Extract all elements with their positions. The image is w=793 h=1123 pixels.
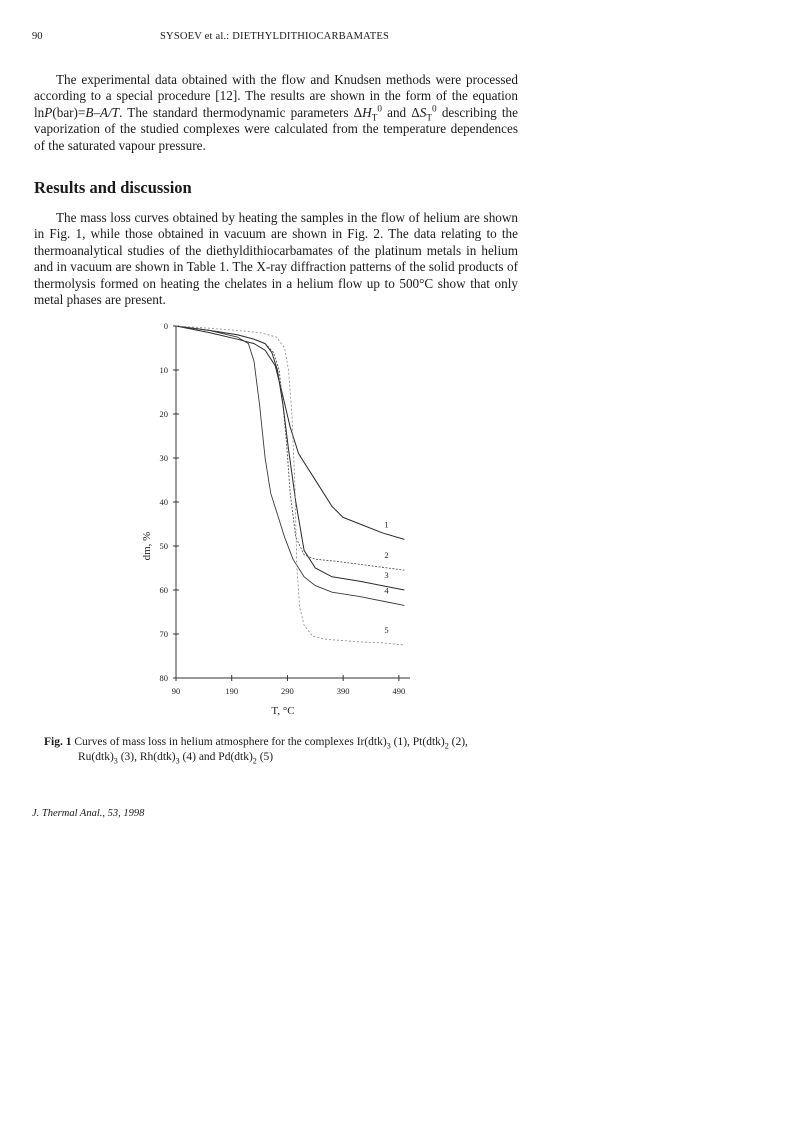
- running-title: SYSOEV et al.: DIETHYLDITHIOCARBAMATES: [160, 31, 390, 42]
- curve-label-5: 5: [384, 625, 389, 635]
- y-tick-label: 60: [159, 585, 168, 595]
- y-tick-label: 50: [159, 541, 168, 551]
- x-tick-label: 490: [392, 686, 406, 696]
- curve-label-2: 2: [384, 550, 389, 561]
- section-heading: Results and discussion: [34, 178, 192, 197]
- curve-label-1: 1: [384, 519, 389, 530]
- x-tick-label: 290: [281, 686, 294, 696]
- y-tick-label: 0: [163, 321, 168, 331]
- y-tick-label: 40: [159, 497, 168, 507]
- x-tick-label: 390: [336, 686, 350, 696]
- figure-caption: Fig. 1 Curves of mass loss in helium atmosphere for the complexes $Ir(dtk)_3$ (1), $Pt(dtk)_2$ (2), $Ru(dtk)_3$ (3), $Rh(dtk)_3$ (4) and $Pd(dtk)_2$ (5): [44, 736, 468, 766]
- curve-label-3: 3: [384, 570, 389, 580]
- curve-1: [176, 326, 404, 539]
- curve-3: [176, 326, 404, 590]
- y-tick-label: 30: [159, 453, 168, 463]
- x-axis-label: T, °C: [271, 705, 295, 717]
- curve-5: [176, 326, 404, 645]
- curve-4: [176, 326, 404, 605]
- paragraph-methods: The experimental data obtained with the flow and Knudsen methods were processed according to a special procedure [12]. The results are shown in the form of the equation lnP(bar)=B–A/T. The standard thermodynamic parameters $\Delta H_T^0$ and $\Delta S_T^0$ describing the vaporization of the studied complexes were calculated from the temperature dependences of the saturated vapour pressure.: [34, 72, 519, 153]
- y-axis-label: dm, %: [141, 531, 153, 561]
- y-tick-label: 80: [159, 673, 168, 683]
- y-tick-label: 70: [159, 629, 168, 639]
- figure-label: Fig. 1: [44, 736, 72, 748]
- mass-loss-chart: [120, 318, 420, 718]
- journal-footer: J. Thermal Anal., 53, 1998: [32, 808, 145, 819]
- y-tick-label: 20: [159, 409, 168, 419]
- x-tick-label: 90: [171, 686, 181, 696]
- curve-2: [176, 326, 404, 570]
- running-header: [0, 31, 793, 47]
- y-tick-label: 10: [159, 365, 168, 375]
- x-tick-label: 190: [225, 686, 239, 696]
- page-number: 90: [32, 31, 43, 42]
- curve-label-4: 4: [384, 585, 389, 596]
- paragraph-results: The mass loss curves obtained by heating the samples in the flow of helium are shown in Fig. 1, while those obtained in vacuum are shown in Fig. 2. The data relating to the thermoanalytical studies of the diethyldithiocarbamates of the platinum metals in helium and in vacuum are shown in Table 1. The X-ray diffraction patterns of the solid products of thermolysis formed on heating the chelates in a helium flow up to 500°C show that only metal phases are present.: [34, 210, 518, 308]
